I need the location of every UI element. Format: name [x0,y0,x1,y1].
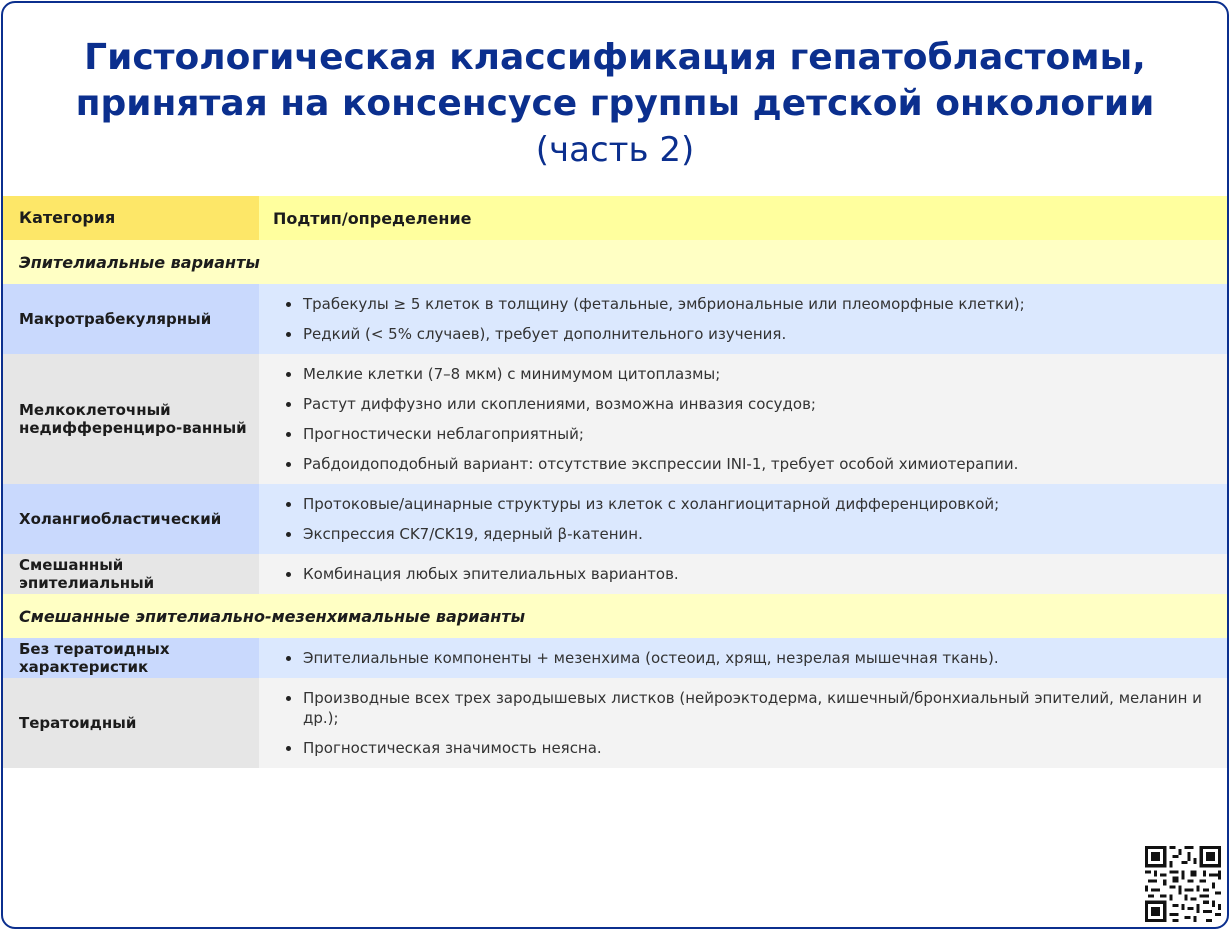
row-category: Без тератоидных характеристик [3,638,259,678]
list-item: Рабдоидоподобный вариант: отсутствие экспрессии INI-1, требует особой химиотерапии. [285,454,1215,474]
header-category: Категория [3,196,259,240]
list-item: Прогностически неблагоприятный; [285,424,1215,444]
section-row-mixed [3,594,1229,638]
table-row [3,484,1229,554]
classification-table [3,196,1229,768]
row-category: Тератоидный [3,678,259,768]
page-title-line-1: Гистологическая классификация гепатобластомы, [84,37,1146,78]
list-item: Комбинация любых эпителиальных вариантов. [285,564,1215,584]
list-item: Мелкие клетки (7–8 мкм) с минимумом цитоплазмы; [285,364,1215,384]
list-item: Производные всех трех зародышевых листков (нейроэктодерма, кишечный/бронхиальный эпителий, меланин и др.); [285,688,1215,728]
page-title-line-2: принятая на консенсусе группы детской онкологии [75,83,1155,124]
header-definition: Подтип/определение [259,196,1229,240]
table-row [3,354,1229,484]
title-block [3,35,1227,173]
row-definition [259,484,1229,554]
row-definition [259,678,1229,768]
list-item: Прогностическая значимость неясна. [285,738,1215,758]
section-title: Смешанные эпителиально-мезенхимальные варианты [3,594,1229,638]
row-category: Макротрабекулярный [3,284,259,354]
content-frame [1,1,1229,929]
table-row [3,638,1229,678]
section-title: Эпителиальные варианты [3,240,1229,284]
table-row [3,678,1229,768]
table-header-row [3,196,1229,240]
list-item: Протоковые/ацинарные структуры из клеток с холангиоцитарной дифференцировкой; [285,494,1215,514]
row-definition [259,554,1229,594]
list-item: Трабекулы ≥ 5 клеток в толщину (фетальные, эмбриональные или плеоморфные клетки); [285,294,1215,314]
list-item: Растут диффузно или скоплениями, возможна инвазия сосудов; [285,394,1215,414]
section-row-epithelial [3,240,1229,284]
page-subtitle: (часть 2) [535,130,695,170]
list-item: Экспрессия CK7/CK19, ядерный β-катенин. [285,524,1215,544]
row-definition [259,354,1229,484]
list-item: Эпителиальные компоненты + мезенхима (остеоид, хрящ, незрелая мышечная ткань). [285,648,1215,668]
row-category: Холангиобластический [3,484,259,554]
table-row [3,284,1229,354]
table-row [3,554,1229,594]
row-definition [259,284,1229,354]
list-item: Редкий (< 5% случаев), требует дополнительного изучения. [285,324,1215,344]
row-category: Мелкоклеточный недифференциро-ванный [3,354,259,484]
row-category: Смешанный эпителиальный [3,554,259,594]
row-definition [259,638,1229,678]
qr-code-icon[interactable] [1145,846,1221,922]
